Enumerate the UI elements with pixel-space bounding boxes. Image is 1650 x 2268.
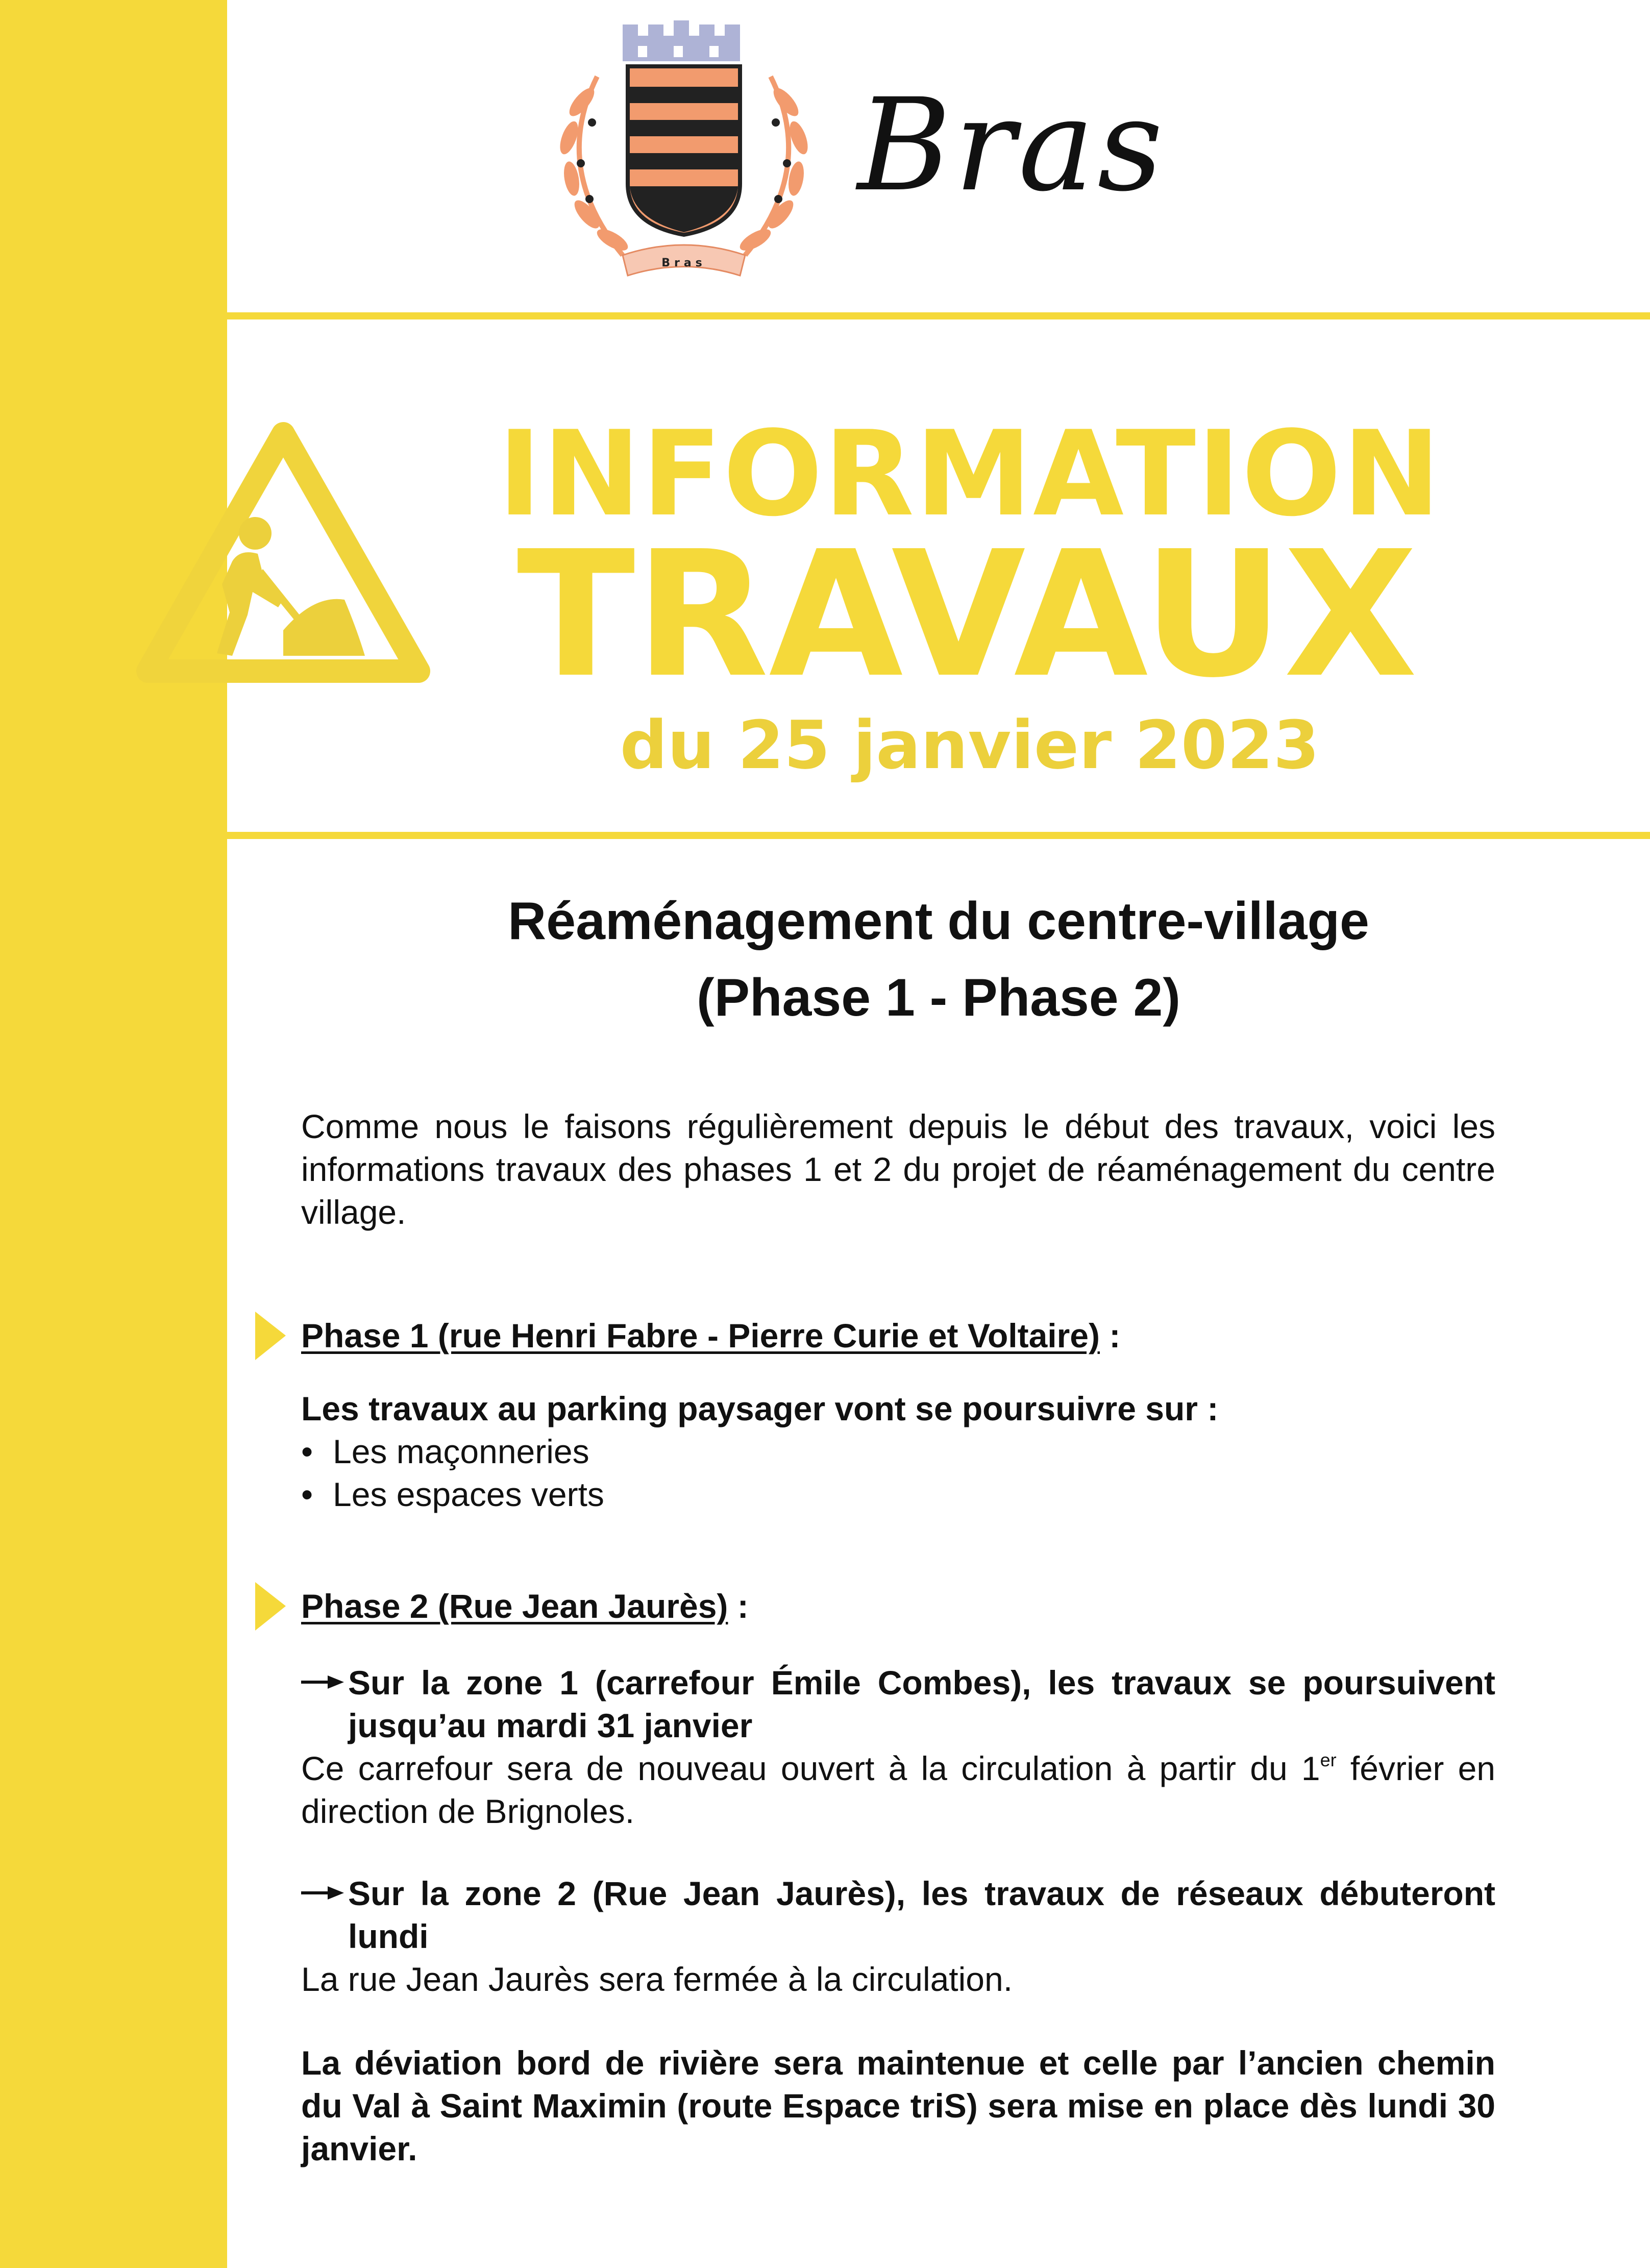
deviation-paragraph: La déviation bord de rivière sera maintenue et celle par l’ancien chemin du Val à Saint Maximin (route Espace triS) sera mise en place dès lundi 30 janvier.	[301, 2044, 1495, 2167]
banner-title-line1: INFORMATION	[498, 406, 1442, 543]
road-works-warning-icon	[130, 416, 436, 702]
zone2-heading	[301, 1872, 1495, 1958]
phase1-marker-icon	[255, 1312, 286, 1360]
list-item	[301, 1473, 1495, 1516]
headline-line1: Réaménagement du centre-village	[508, 892, 1369, 951]
intro-paragraph: Comme nous le faisons régulièrement depuis le début des travaux, voici les informations travaux des phases 1 et 2 du projet de réaménagement du centre village.	[301, 1107, 1495, 1231]
list-item-text: Les espaces verts	[333, 1475, 604, 1513]
coat-of-arms-icon	[521, 15, 847, 301]
arrow-right-icon	[301, 1872, 348, 1958]
zone1-description	[301, 1747, 1495, 1833]
bottom-divider	[227, 832, 1650, 839]
list-item-text: Les maçonneries	[333, 1433, 589, 1470]
phase1-title-text: Phase 1 (rue Henri Fabre - Pierre Curie et Voltaire)	[301, 1317, 1100, 1354]
top-divider	[227, 312, 1650, 319]
phase1-title	[301, 1314, 1495, 1357]
arrow-right-icon	[301, 1661, 348, 1747]
banner-title-line2: TRAVAUX	[516, 514, 1418, 716]
phase1-list	[301, 1430, 1495, 1516]
svg-text:Bras: Bras	[661, 257, 706, 269]
phase2-marker-icon	[255, 1582, 286, 1631]
zone1-heading-text: Sur la zone 1 (carrefour Émile Combes), les travaux se poursuivent jusqu’au mardi 31 janvier	[348, 1664, 1495, 1744]
phase1-lead: Les travaux au parking paysager vont se poursuivre sur :	[301, 1390, 1219, 1427]
phase2-title-suffix: :	[728, 1587, 749, 1625]
zone2-heading-text: Sur la zone 2 (Rue Jean Jaurès), les travaux de réseaux débuteront lundi	[348, 1875, 1495, 1955]
town-signature: Bras	[857, 71, 1166, 219]
zone1-desc-end: février en direction de Brignoles.	[301, 1749, 1495, 1830]
phase2-title	[301, 1585, 1495, 1628]
side-band	[0, 0, 227, 2268]
phase1-title-suffix: :	[1100, 1317, 1121, 1354]
headline	[227, 883, 1650, 1036]
bullet-icon: •	[301, 1475, 313, 1513]
zone1-desc-start: Ce carrefour sera de nouveau ouvert à la circulation à partir du 1	[301, 1749, 1320, 1787]
list-item	[301, 1430, 1495, 1473]
phase2-title-text: Phase 2 (Rue Jean Jaurès)	[301, 1587, 728, 1625]
zone1-heading	[301, 1661, 1495, 1747]
bullet-icon: •	[301, 1433, 313, 1470]
headline-line2: (Phase 1 - Phase 2)	[697, 968, 1180, 1027]
zone1-desc-sup: er	[1320, 1749, 1337, 1770]
zone2-description: La rue Jean Jaurès sera fermée à la circulation.	[301, 1960, 1013, 1998]
banner-date: du 25 janvier 2023	[620, 706, 1320, 784]
